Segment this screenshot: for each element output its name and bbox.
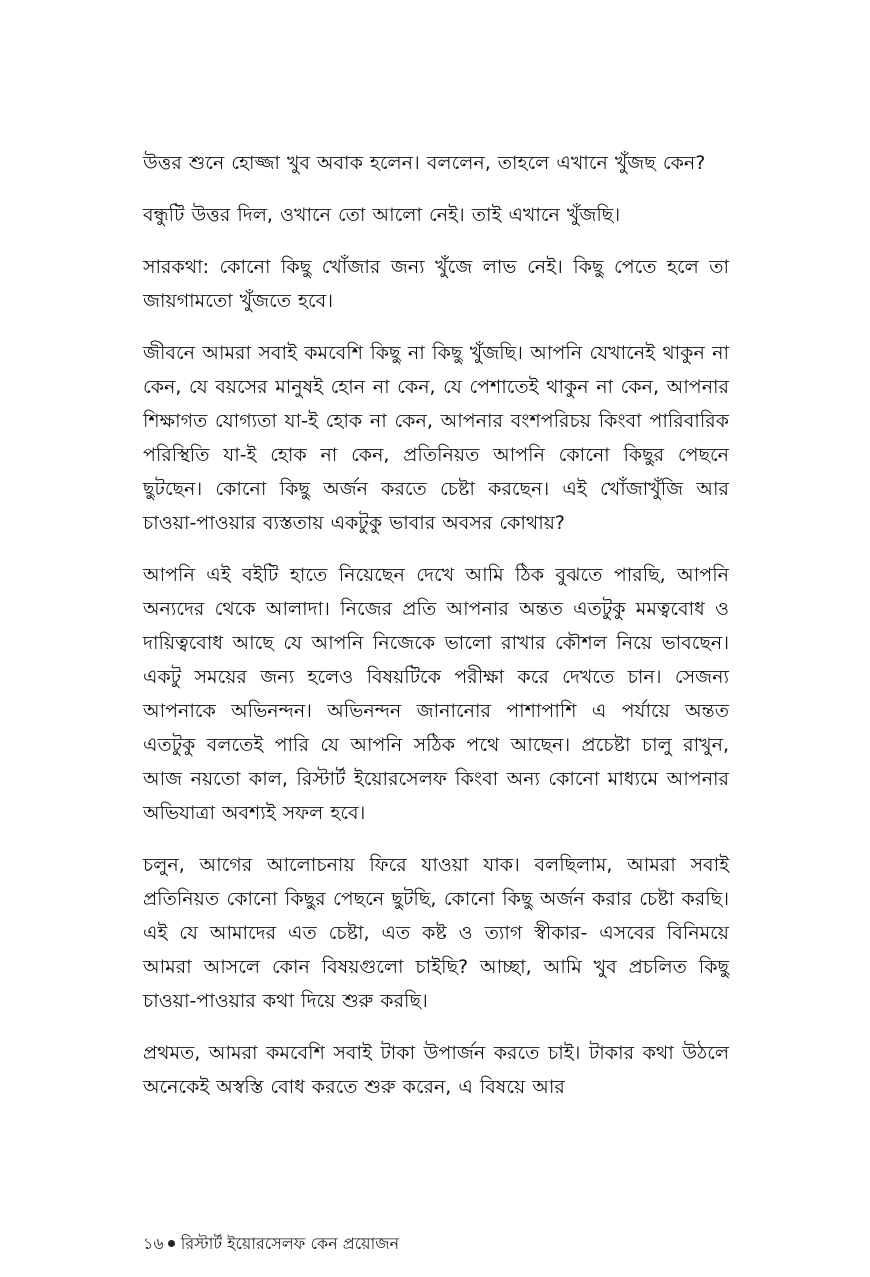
paragraph: উত্তর শুনে হোজ্জা খুব অবাক হলেন। বললেন, তাহলে এখানে খুঁজছ কেন? [143,152,706,174]
bullet-icon [168,1240,175,1247]
paragraph: চলুন, আগের আলোচনায় ফিরে যাওয়া যাক। বলছিলাম, আমরা সবাই প্রতিনিয়ত কোনো কিছুর পেছনে ছুটছি, কোনো কিছু অর্জন করার চেষ্টা করছি। এই যে আমাদের এত চেষ্টা, এত কষ্ট ও ত্যাগ স্বীকার- এসবের বিনিময়ে আমরা আসলে কোন বিষয়গুলো চাইছি? আচ্ছা, আমি খুব প্রচলিত কিছু চাওয়া-পাওয়ার কথা দিয়ে শুরু করছি। [143,854,729,1012]
page-footer [143,1232,729,1256]
paragraph: আপনি এই বইটি হাতে নিয়েছেন দেখে আমি ঠিক বুঝতে পারছি, আপনি অন্যদের থেকে আলাদা। নিজের প্রতি আপনার অন্তত এতটুকু মমত্ববোধ ও দায়িত্ববোধ আছে যে আপনি নিজেকে ভালো রাখার কৌশল নিয়ে ভাবছেন। একটু সময়ের জন্য হলেও বিষয়টিকে পরীক্ষা করে দেখতে চান। সেজন্য আপনাকে অভিনন্দন। অভিনন্দন জানানোর পাশাপাশি এ পর্যায়ে অন্তত এতটুকু বলতেই পারি যে আপনি সঠিক পথে আছেন। প্রচেষ্টা চালু রাখুন, আজ নয়তো কাল, রিস্টার্ট ইয়োরসেলফ কিংবা অন্য কোনো মাধ্যমে আপনার অভিযাত্রা অবশ্যই সফল হবে। [143,564,729,824]
paragraph: প্রথমত, আমরা কমবেশি সবাই টাকা উপার্জন করতে চাই। টাকার কথা উঠলে অনেকেই অস্বস্তি বোধ করতে শুরু করেন, এ বিষয়ে আর [143,1042,729,1098]
paragraph: বন্ধুটি উত্তর দিল, ওখানে তো আলো নেই। তাই এখানে খুঁজছি। [143,204,621,226]
page-body [143,146,729,1122]
paragraph: জীবনে আমরা সবাই কমবেশি কিছু না কিছু খুঁজছি। আপনি যেখানেই থাকুন না কেন, যে বয়সের মানুষই হোন না কেন, যে পেশাতেই থাকুন না কেন, আপনার শিক্ষাগত যোগ্যতা যা-ই হোক না কেন, আপনার বংশপরিচয় কিংবা পারিবারিক পরিস্থিতি যা-ই হোক না কেন, প্রতিনিয়ত আপনি কোনো কিছুর পেছনে ছুটছেন। কোনো কিছু অর্জন করতে চেষ্টা করছেন। এই খোঁজাখুঁজি আর চাওয়া-পাওয়ার ব্যস্ততায় একটুকু ভাবার অবসর কোথায়? [143,342,729,534]
paragraph: সারকথা: কোনো কিছু খোঁজার জন্য খুঁজে লাভ নেই। কিছু পেতে হলে তা জায়গামতো খুঁজতে হবে। [143,256,729,312]
page-number: ১৬ [143,1234,164,1253]
running-title: রিস্টার্ট ইয়োরসেলফ কেন প্রয়োজন [180,1234,400,1253]
